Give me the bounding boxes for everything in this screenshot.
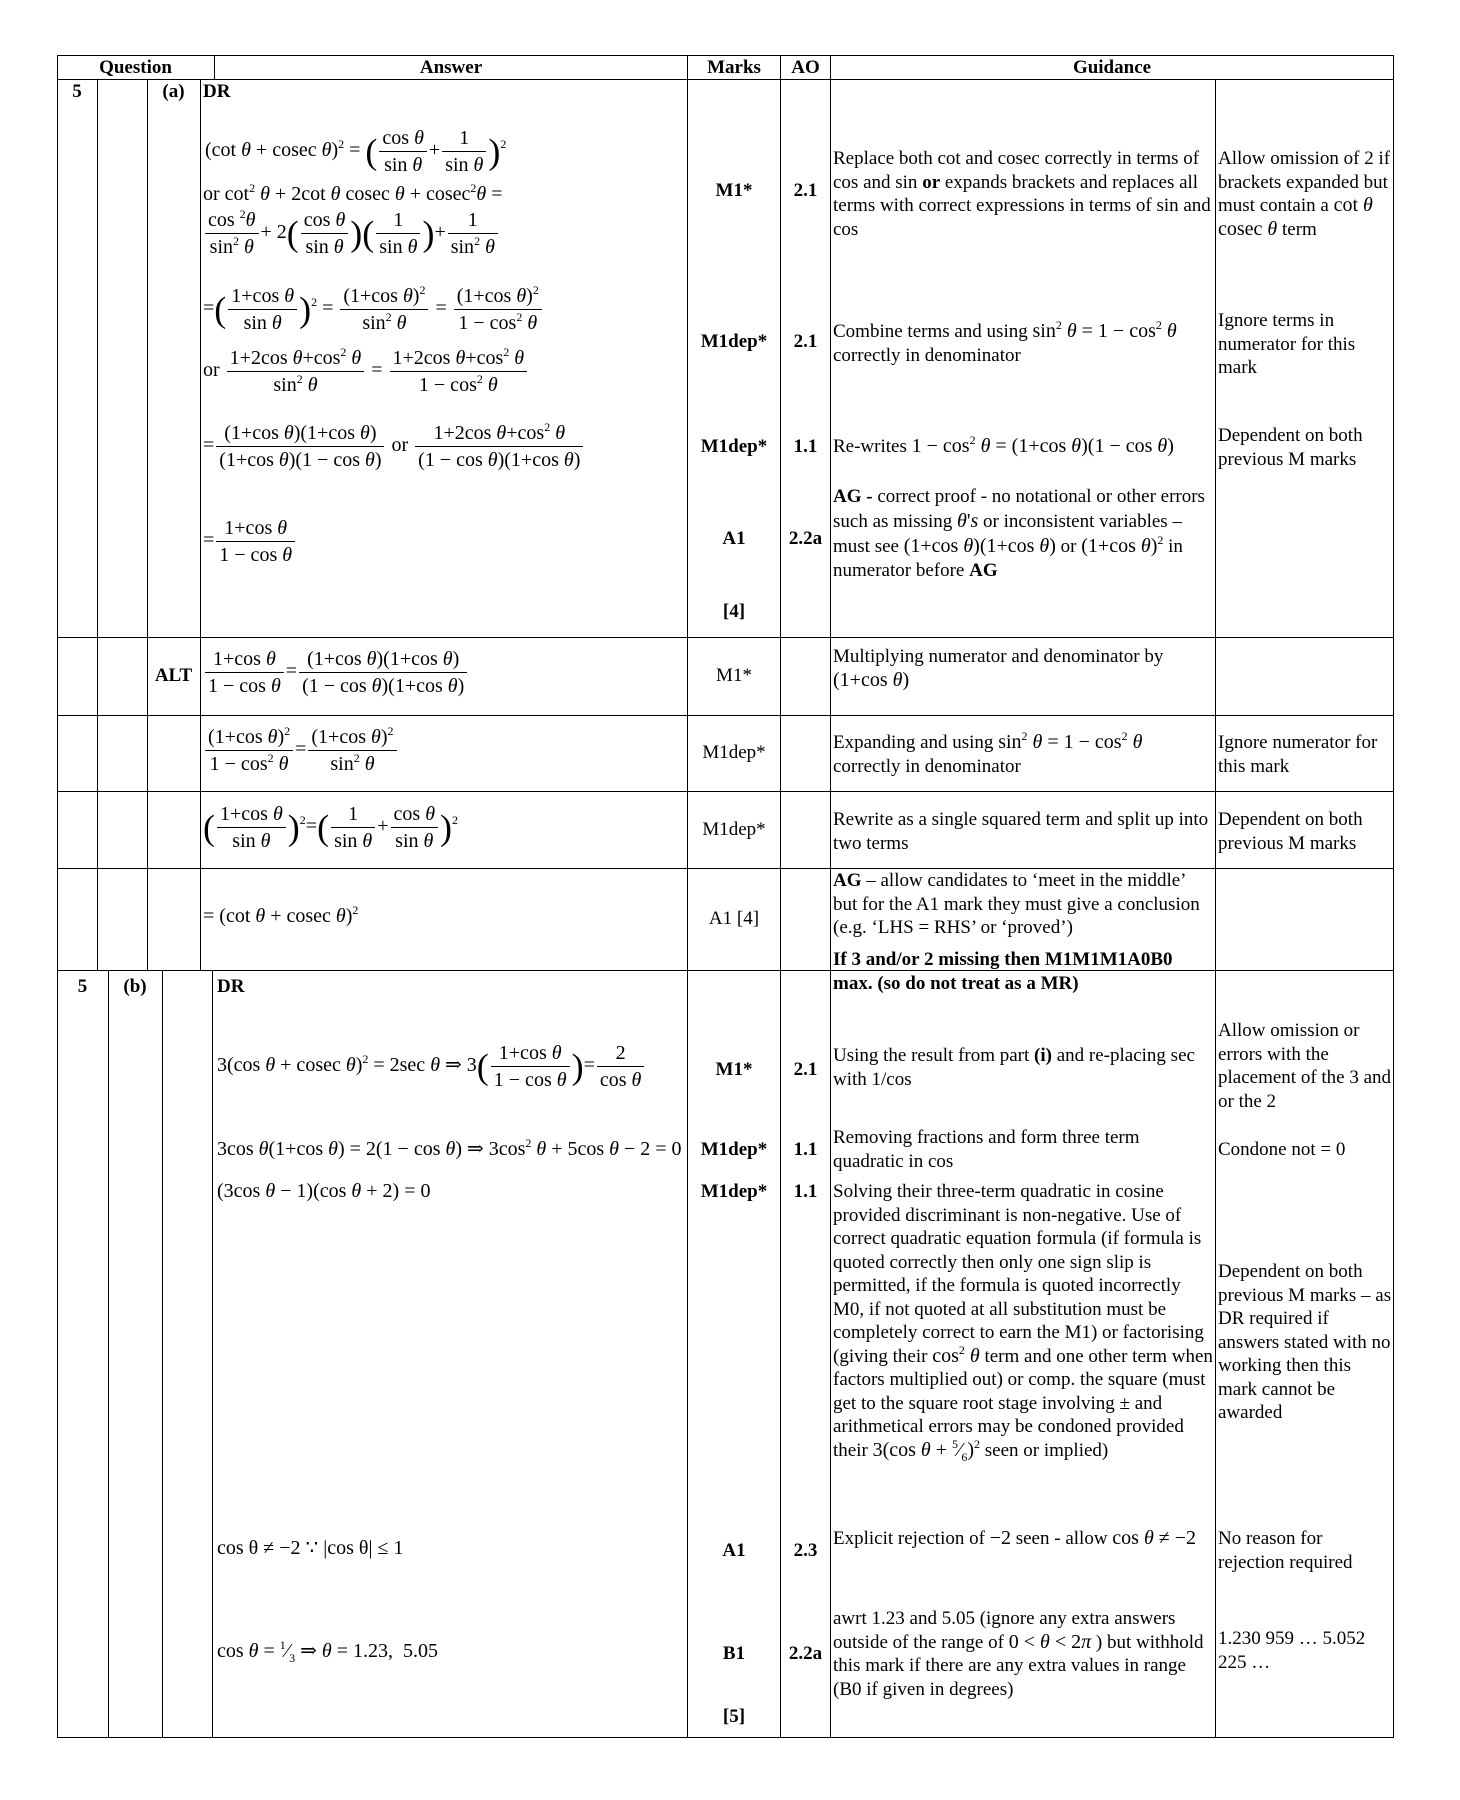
guidance-b4: Explicit rejection of −2 seen - allow cos θ ≠ −2 <box>833 1527 1197 1549</box>
note-a1: Allow omission of 2 if brackets expanded but must contain a cot θ cosec θ term <box>1218 148 1391 240</box>
guidance-alt2: Expanding and using $\sin^2 \theta = 1 - \cos^2 \theta$ correctly in denominator <box>833 729 1143 777</box>
ao-a1: 2.1 <box>793 180 818 201</box>
answer-a1-line3: $\frac{\cos ^2\theta}{\sin^2 \theta}$ + 2( $\frac{\text{cos θ}}{\text{sin θ}}$ )( $\frac{1}{\text{sin θ}}$ )+ $\frac{1}{\sin^2 \theta}$ <box>203 207 500 260</box>
note-a3: Dependent on both previous M marks <box>1218 425 1363 470</box>
answer-b3: (3cos θ − 1)(cos θ + 2) = 0 <box>217 1180 431 1202</box>
guidance-b-header: If 3 and/or 2 missing then M1M1M1A0B0 max. (so do not treat as a MR) <box>833 949 1173 994</box>
note-b3: Dependent on both previous M marks – as DR required if answers stated with no working then this mark cannot be awarded <box>1218 1261 1392 1423</box>
note-alt3: Dependent on both previous M marks <box>1218 809 1363 854</box>
mark-alt1: M1* <box>716 665 752 686</box>
mark-a1: M1* <box>715 180 753 201</box>
guidance-b3: Solving their three-term quadratic in cosine provided discriminant is non-negative. Use of correct quadratic equation formula (if formula is quoted correctly then only one sign slip is permitted, if the formula is quoted incorrectly M0, if not quoted at all substitution must be completely correct to earn the M1) or factorising (giving their $\cos^2 \theta$ term and one other term when factors multiplied out) or comp. the square (must get to the square root stage involving ± and arithmetical errors may be condoned provided their 3(cos $\theta + ^5⁄_6)^2$ seen or implied) <box>833 1181 1213 1464</box>
mark-a2: M1dep* <box>700 331 768 352</box>
mark-b5: B1 <box>722 1643 746 1664</box>
ao-b5: 2.2a <box>788 1643 823 1664</box>
header-ao: AO <box>791 57 820 78</box>
question-number-b: 5 <box>77 976 88 997</box>
answer-a1-line1: (cot θ + cosec θ)$^2$ = ( $\frac{\text{cos θ}}{\text{sin θ}}$ + $\frac{1}{\text{sin θ}}$ )$^2$ <box>205 127 507 176</box>
answer-a2-line2: or $\frac{1+2\cos \theta+\cos^2 \theta}{\sin^2 \theta}$ = $\frac{1+2\cos \theta+\cos^2 \theta}{1 - \cos^2 \theta}$ <box>203 345 529 398</box>
note-alt2: Ignore numerator for this mark <box>1218 732 1378 777</box>
note-b1: Allow omission or errors with the placement of the 3 and or the 2 <box>1218 1020 1392 1112</box>
dr-label-b: DR <box>217 976 245 997</box>
answer-alt4: = (cot θ + cosec θ)$^2$ <box>203 903 359 927</box>
total-b: [5] <box>722 1706 746 1727</box>
answer-a3: = $\frac{\text{(1+cos θ)(1+cos θ)}}{\text{(1+cos θ)(1 − cos θ)}}$ or $\frac{1+2\cos \theta+\cos^2 \theta}{\text{(1 − cos θ)(1+cos θ)}}$ <box>203 420 585 473</box>
mark-b1: M1* <box>715 1059 753 1080</box>
answer-alt2: $\frac{(1+\cos \theta)^2}{1 - \cos^2 \theta}$ = $\frac{(1+\cos \theta)^2}{\sin^2 \theta}$ <box>203 724 399 777</box>
answer-b5: $\cos \theta = ^1⁄_3$ ⇒ θ = 1.23, 5.05 <box>217 1638 438 1665</box>
ao-b2: 1.1 <box>793 1139 818 1160</box>
guidance-alt3: Rewrite as a single squared term and split up into two terms <box>833 809 1209 854</box>
alt-label: ALT <box>154 665 193 686</box>
note-b5: 1.230 959 … 5.052 225 … <box>1218 1628 1366 1673</box>
guidance-a1: Replace both cot and cosec correctly in terms of cos and sin or expands brackets and replaces all terms with correct expressions in terms of sin and cos <box>833 148 1211 240</box>
mark-b3: M1dep* <box>700 1181 768 1202</box>
mark-a3: M1dep* <box>700 436 768 457</box>
mark-alt3: M1dep* <box>702 819 766 840</box>
header-question: Question <box>99 57 172 78</box>
note-b4: No reason for rejection required <box>1218 1528 1353 1573</box>
question-part: (a) <box>162 81 185 102</box>
dr-label: DR <box>203 81 231 102</box>
header-answer: Answer <box>419 57 483 78</box>
answer-a1-line2: or $\cot^2 \theta + 2\cot$ θ cosec θ + cosec$^2$θ = <box>203 181 503 205</box>
answer-alt1: $\frac{\text{1+cos θ}}{\text{1 − cos θ}}$ = $\frac{\text{(1+cos θ)(1+cos θ)}}{\text{(1 − cos θ)(1+cos θ)}}$ <box>203 646 469 699</box>
answer-b2: 3cos θ(1+cos θ) = 2(1 − cos θ) ⇒ $3\cos^2$ θ + 5cos θ − 2 = 0 <box>217 1136 682 1160</box>
mark-a4: A1 <box>722 528 746 549</box>
mark-b4: A1 <box>722 1540 746 1561</box>
header-marks: Marks <box>707 57 761 78</box>
note-b2: Condone not = 0 <box>1218 1139 1346 1160</box>
ao-b4: 2.3 <box>793 1540 818 1561</box>
answer-a2-line1: =( $\frac{\text{1+cos θ}}{\text{sin θ}}$ )$^2$ = $\frac{(1+\cos \theta)^2}{\sin^2 \theta}$ = $\frac{(1+\cos \theta)^2}{1 - \cos^2 \theta}$ <box>203 283 544 336</box>
guidance-b2: Removing fractions and form three term quadratic in cos <box>833 1127 1140 1172</box>
answer-alt3: ( $\frac{\text{1+cos θ}}{\text{sin θ}}$ )$^2$=( $\frac{1}{\text{sin θ}}$ + $\frac{\text{cos θ}}{\text{sin θ}}$ )$^2$ <box>203 803 459 852</box>
mark-alt4: A1 [4] <box>708 908 760 929</box>
guidance-a4: AG - correct proof - no notational or other errors such as missing θ's or inconsistent variables – must see (1+cos θ)(1+cos θ) or (1+cos θ)$^2$ in numerator before AG <box>833 486 1205 581</box>
mark-scheme-table <box>57 55 1394 1738</box>
guidance-b1: Using the result from part (i) and re-placing sec with 1/cos <box>833 1045 1195 1090</box>
mark-alt2: M1dep* <box>702 742 766 763</box>
ao-a2: 2.1 <box>793 331 818 352</box>
answer-b4: cos θ ≠ −2 ∵ |cos θ| ≤ 1 <box>217 1537 404 1559</box>
guidance-a2: Combine terms and using $\sin^2 \theta = 1 - \cos^2 \theta$ correctly in denominator <box>833 318 1177 366</box>
mark-b2: M1dep* <box>700 1139 768 1160</box>
ao-a4: 2.2a <box>788 528 823 549</box>
guidance-alt1: Multiplying numerator and denominator by (1+cos θ) <box>833 646 1164 691</box>
guidance-alt4: AG – allow candidates to ‘meet in the middle’ but for the A1 mark they must give a conclusion (e.g. ‘LHS = RHS’ or ‘proved’) <box>833 870 1200 938</box>
question-number: 5 <box>72 81 82 102</box>
note-a2: Ignore terms in numerator for this mark <box>1218 310 1356 378</box>
header-guidance: Guidance <box>1072 57 1152 78</box>
question-part-b: (b) <box>123 976 147 997</box>
answer-b1: 3(cos θ + cosec θ)$^2$ = 2sec θ ⇒ 3( $\frac{\text{1+cos θ}}{\text{1 − cos θ}}$ )= $\frac{2}{\text{cos θ}}$ <box>217 1040 646 1093</box>
answer-a4: = $\frac{\text{1+cos θ}}{\text{1 − cos θ}}$ <box>203 515 297 568</box>
guidance-b5: awrt 1.23 and 5.05 (ignore any extra answers outside of the range of 0 < θ < 2π ) but withhold this mark if there are any extra values in range (B0 if given in degrees) <box>833 1608 1204 1700</box>
guidance-a3: Re-writes $1 - \cos^2 \theta = (1+\cos$ θ)(1 − cos θ) <box>833 433 1174 457</box>
ao-a3: 1.1 <box>793 436 818 457</box>
total-a: [4] <box>722 601 746 622</box>
ao-b1: 2.1 <box>793 1059 818 1080</box>
ao-b3: 1.1 <box>793 1181 818 1202</box>
